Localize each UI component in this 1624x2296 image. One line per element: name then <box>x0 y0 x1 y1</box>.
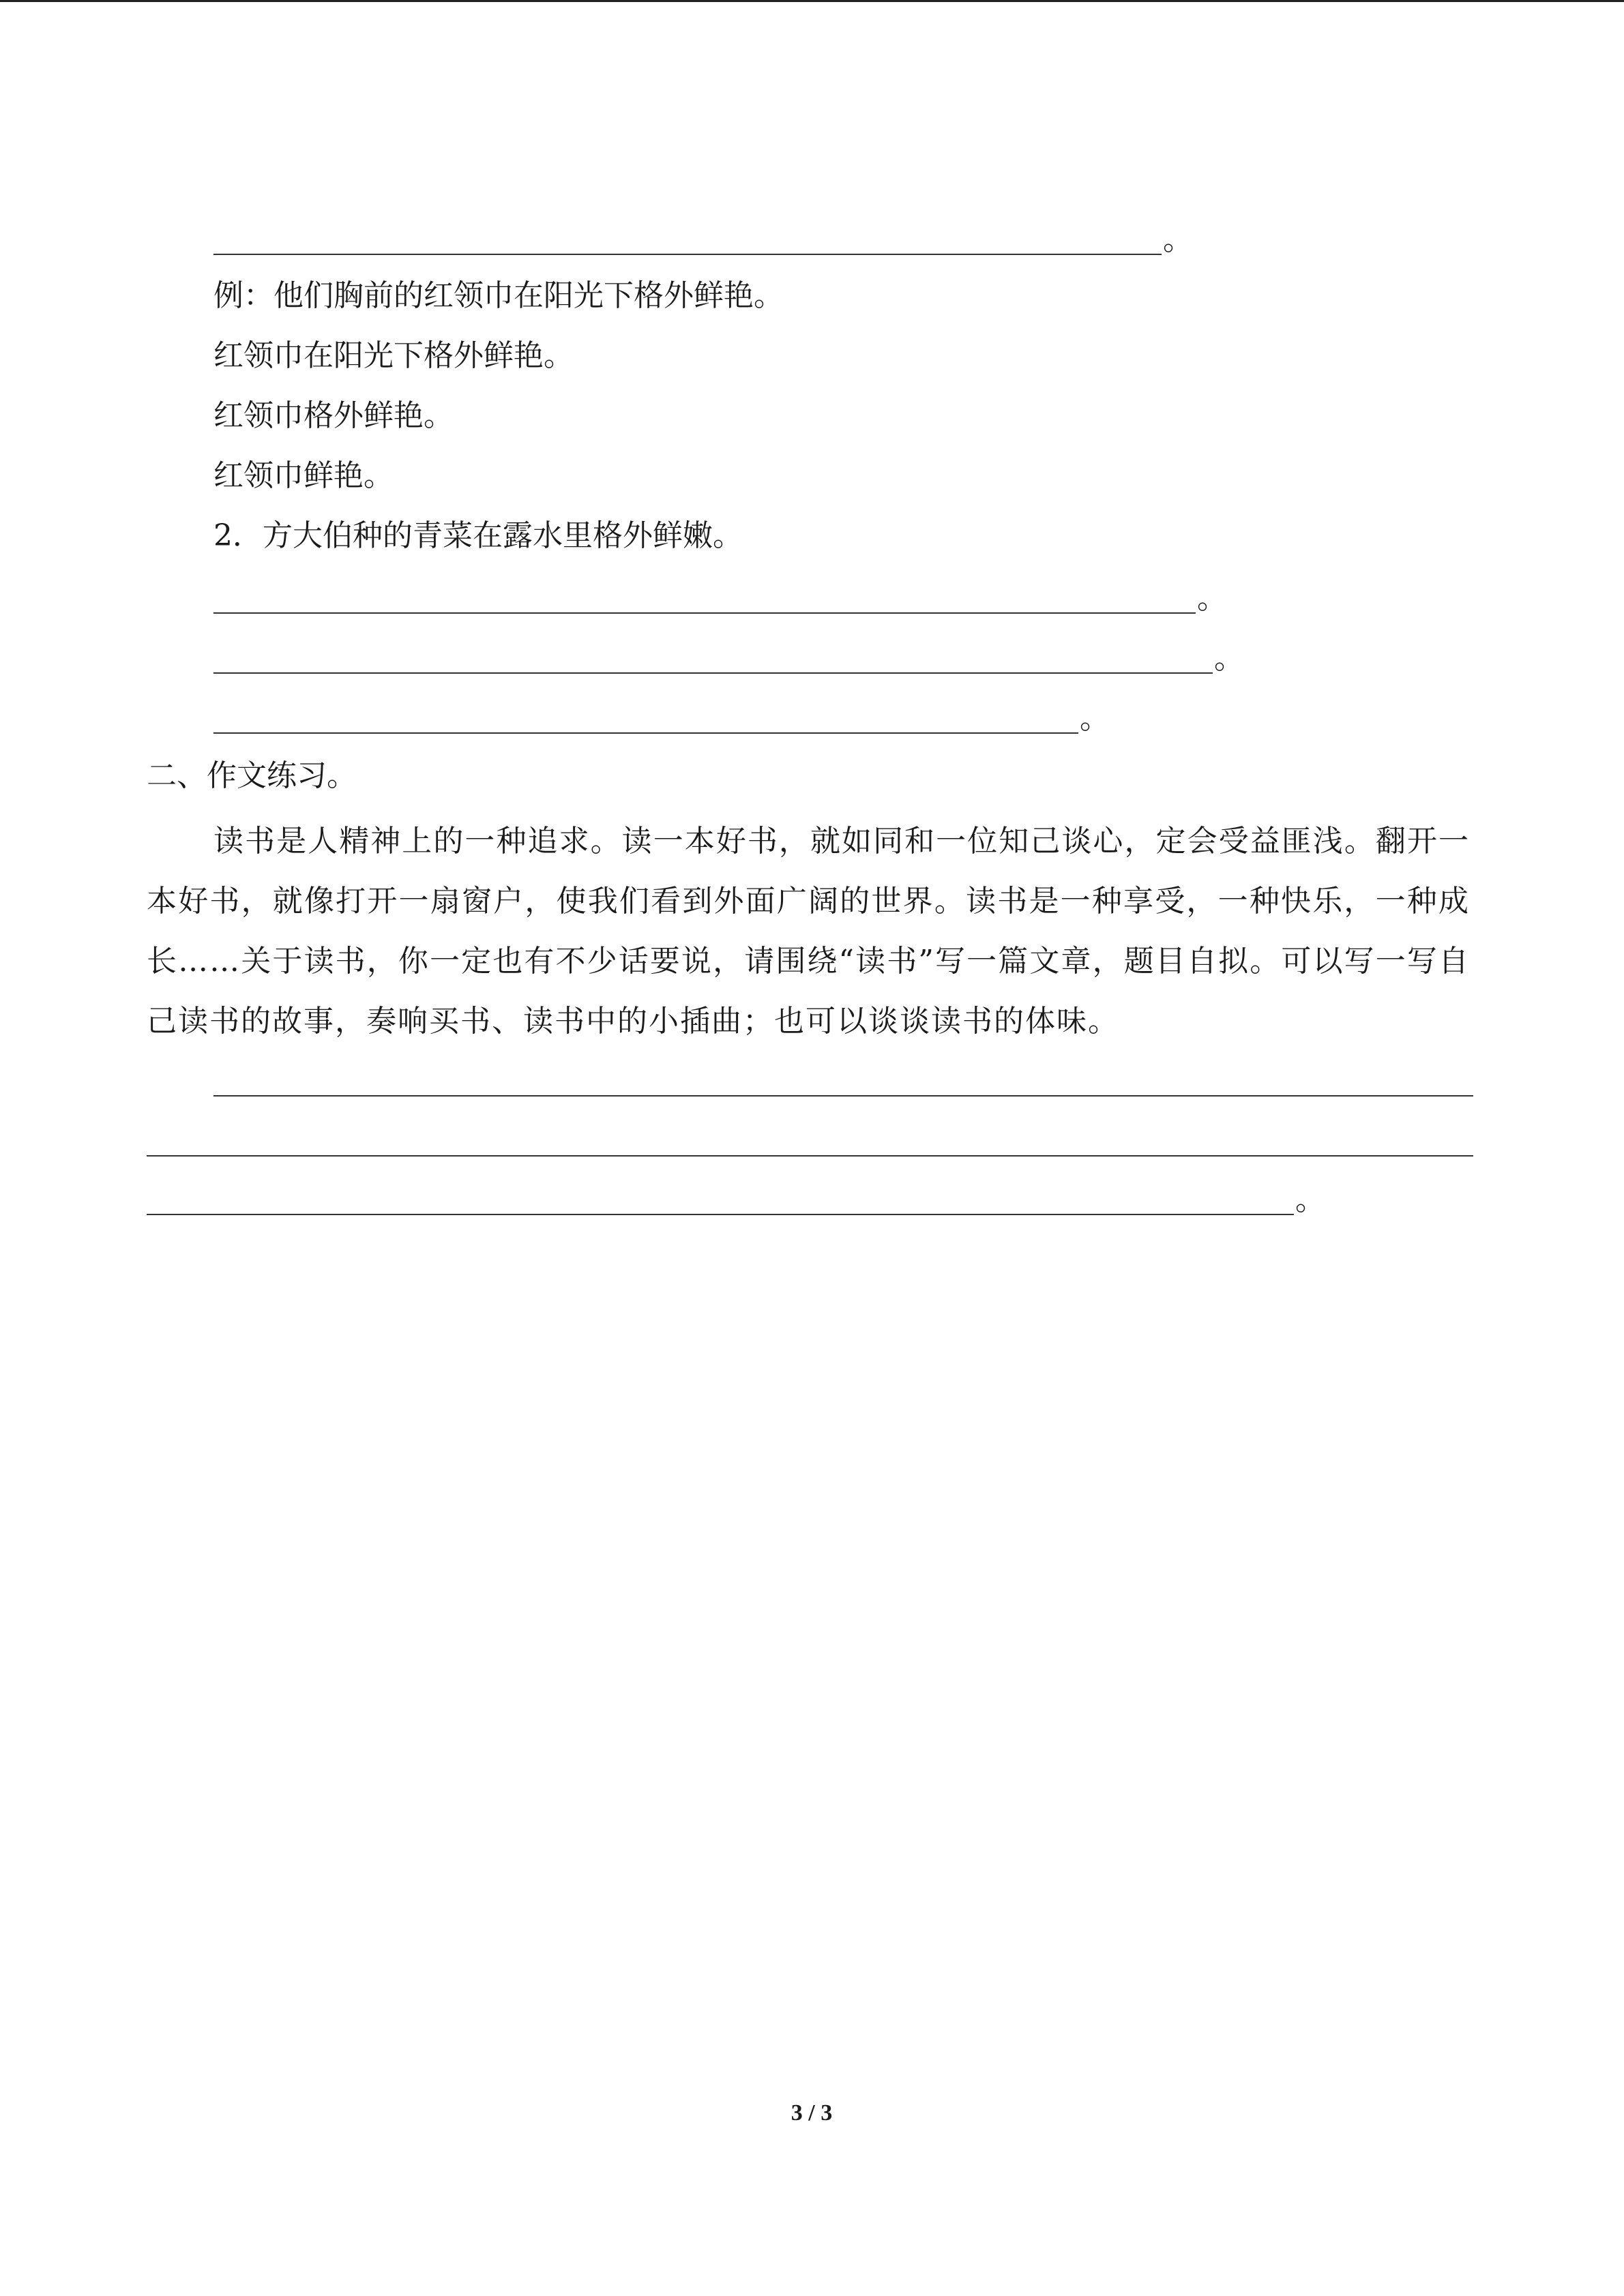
answer-blank-period: 。 <box>1163 222 1193 257</box>
example-shortened-3: 红领巾鲜艳。 <box>213 458 394 493</box>
page-top-border <box>0 0 1624 2</box>
composition-prompt: 读书是人精神上的一种追求。读一本好书，就如同和一位知己谈心，定会受益匪浅。翻开一本好书，就像打开一扇窗户，使我们看到外面广阔的世界。读书是一种享受，一种快乐，一种成长……关于读书，你一定也有不少话要说，请围绕“读书”写一篇文章，题目自拟。可以写一写自己读书的故事，奏响买书、读书中的小插曲；也可以谈谈读书的体味。 <box>147 824 1470 1039</box>
composition-blank-line[interactable] <box>147 1155 1473 1157</box>
composition-blank-period: 。 <box>1295 1182 1325 1217</box>
example-shortened-2: 红领巾格外鲜艳。 <box>213 398 454 433</box>
answer-blank-period: 。 <box>1214 641 1244 676</box>
answer-blank-period: 。 <box>1197 581 1227 616</box>
question-2-text: 2．方大伯种的青菜在露水里格外鲜嫩。 <box>213 518 743 553</box>
composition-blank-line[interactable] <box>213 1095 1473 1097</box>
answer-blank-period: 。 <box>1080 701 1110 736</box>
example-sentence: 例：他们胸前的红领巾在阳光下格外鲜艳。 <box>213 278 784 313</box>
answer-blank-line[interactable] <box>213 672 1213 674</box>
answer-blank-line[interactable] <box>213 732 1078 734</box>
example-shortened-1: 红领巾在阳光下格外鲜艳。 <box>213 338 574 373</box>
section-2-heading: 二、作文练习。 <box>147 758 357 793</box>
answer-blank-line[interactable] <box>213 612 1196 614</box>
page-number: 3 / 3 <box>791 2100 833 2126</box>
answer-blank-line[interactable] <box>213 254 1162 255</box>
composition-blank-line[interactable] <box>147 1214 1294 1215</box>
